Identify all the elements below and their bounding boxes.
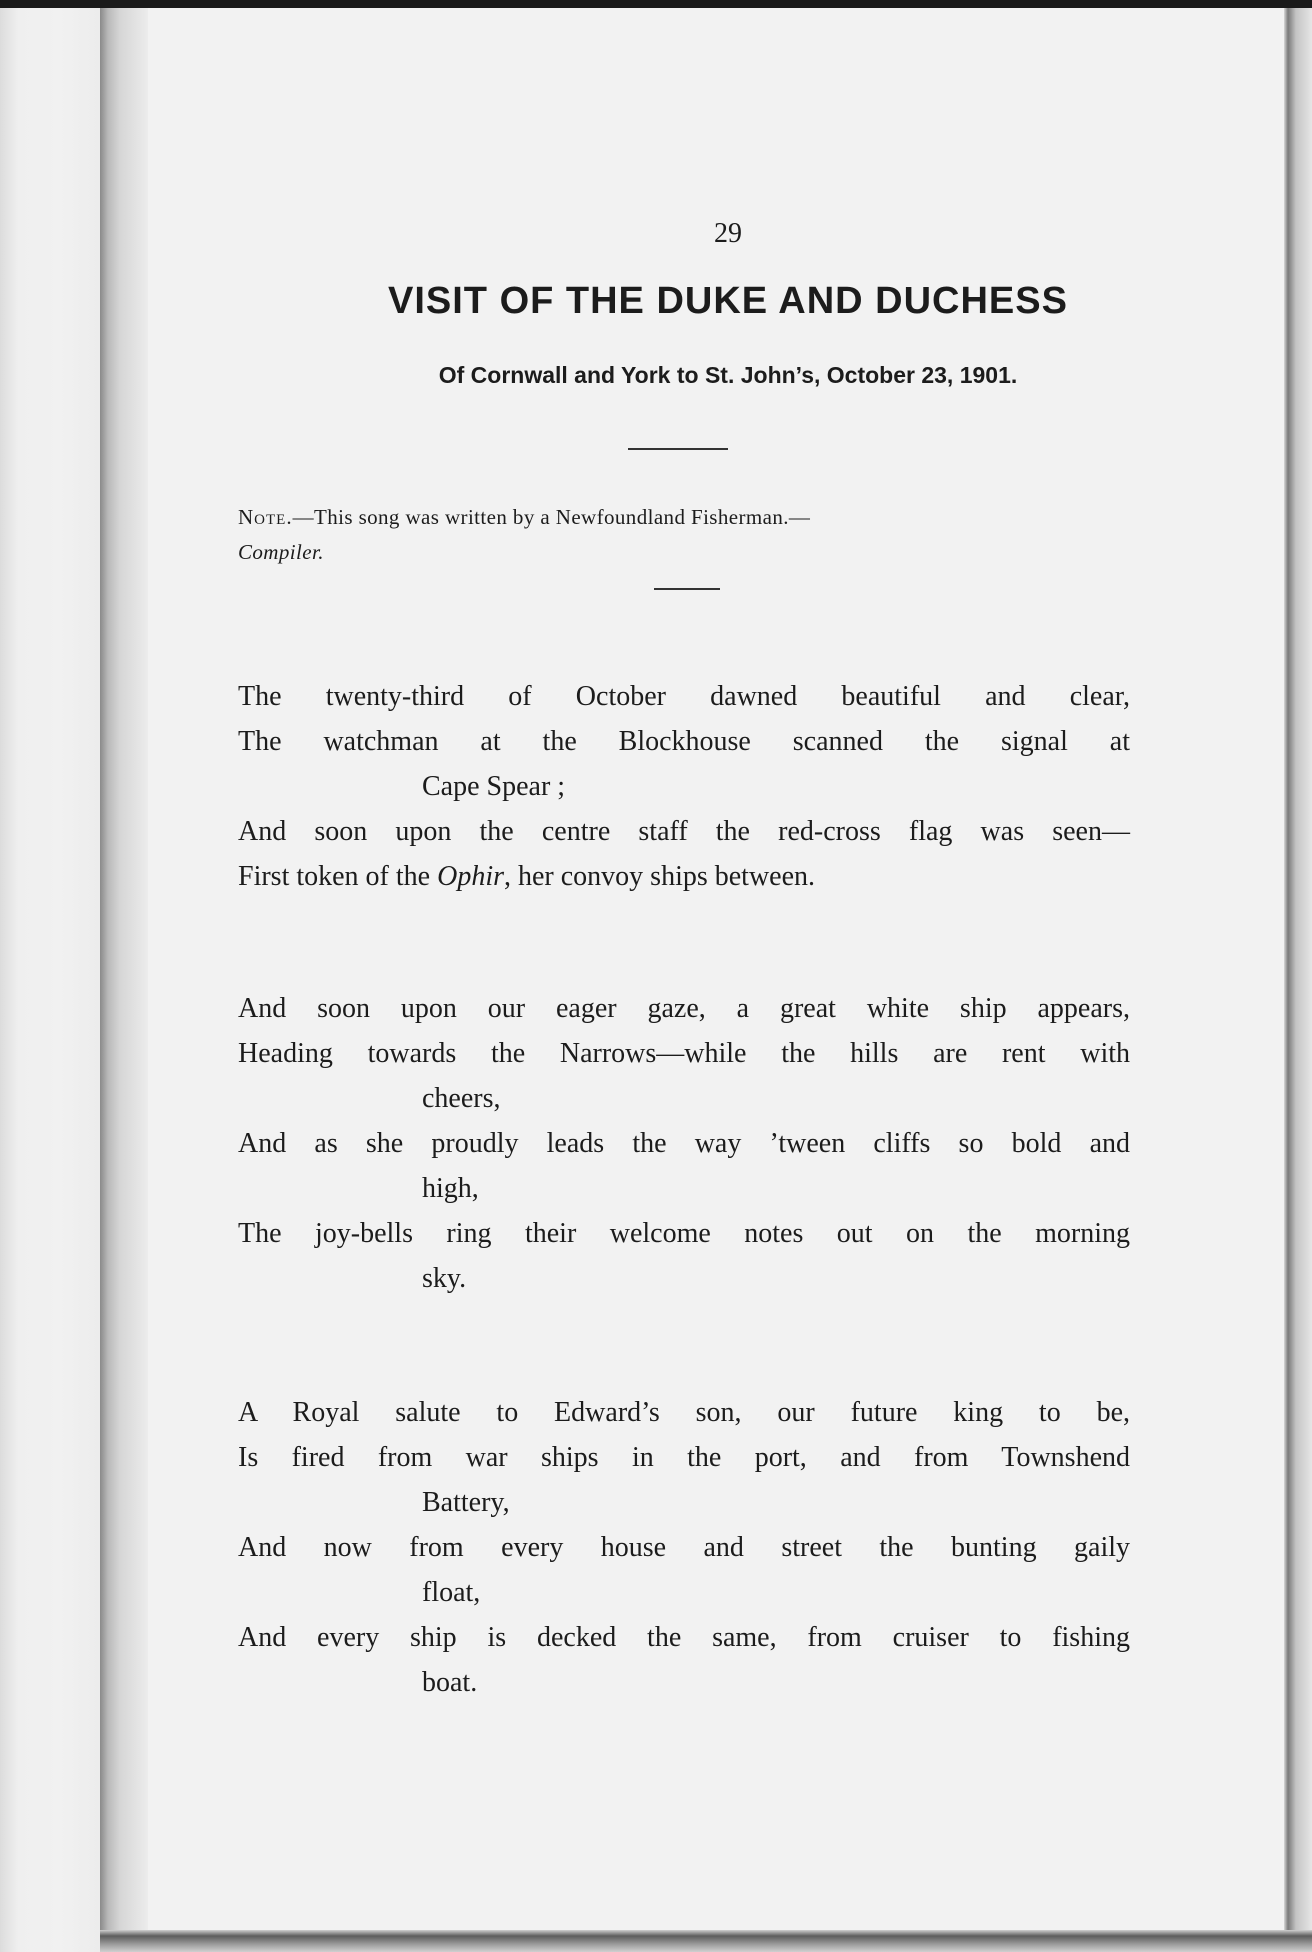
verse-line: The joy-bells ring their welcome notes out on the morning <box>238 1218 1130 1249</box>
verse-continuation: float, <box>422 1577 481 1608</box>
editor-note <box>238 500 1138 570</box>
verse-line: Heading towards the Narrows—while the hills are rent with <box>238 1038 1130 1069</box>
divider-rule <box>654 588 720 590</box>
verse-line: The watchman at the Blockhouse scanned the signal at <box>238 726 1130 757</box>
stanza-3 <box>238 1390 1130 1705</box>
verse-continuation: Battery, <box>422 1487 510 1518</box>
stanza-1 <box>238 674 1130 899</box>
divider-rule <box>628 448 728 450</box>
stanza-2 <box>238 986 1130 1301</box>
note-compiler: Compiler. <box>238 540 324 564</box>
note-label: Note. <box>238 505 293 529</box>
poem-title: VISIT OF THE DUKE AND DUCHESS <box>388 280 1068 322</box>
verse-text: , her convoy ships between. <box>504 861 816 892</box>
binding-shadow <box>100 8 148 1952</box>
top-edge <box>0 0 1312 8</box>
ship-name: Ophir <box>437 861 504 892</box>
verse-line: And soon upon the centre staff the red-cross flag was seen— <box>238 816 1130 847</box>
verse-line: Is fired from war ships in the port, and from Townshend <box>238 1442 1130 1473</box>
poem-subtitle: Of Cornwall and York to St. John’s, October 23, 1901. <box>438 362 1018 388</box>
verse-line <box>238 854 1130 899</box>
verse-line: A Royal salute to Edward’s son, our future king to be, <box>238 1397 1130 1428</box>
verse-continuation: Cape Spear ; <box>422 771 566 802</box>
verse-text: First token of the <box>238 861 438 892</box>
verse-continuation: sky. <box>422 1263 467 1294</box>
verse-continuation: cheers, <box>422 1083 501 1114</box>
bottom-page-edge <box>100 1930 1312 1952</box>
right-page-edge <box>1284 8 1312 1952</box>
page-number: 29 <box>714 218 742 249</box>
verse-line: And soon upon our eager gaze, a great white ship appears, <box>238 993 1130 1024</box>
verse-line: And now from every house and street the bunting gaily <box>238 1532 1130 1563</box>
note-text: —This song was written by a Newfoundland Fisherman.— <box>292 505 811 529</box>
verse-line: The twenty-third of October dawned beautiful and clear, <box>238 681 1130 712</box>
verse-continuation: high, <box>422 1173 479 1204</box>
verse-continuation: boat. <box>422 1667 478 1698</box>
page <box>148 8 1284 1938</box>
verse-line: And as she proudly leads the way ’tween cliffs so bold and <box>238 1128 1130 1159</box>
verse-line: And every ship is decked the same, from cruiser to fishing <box>238 1622 1130 1653</box>
